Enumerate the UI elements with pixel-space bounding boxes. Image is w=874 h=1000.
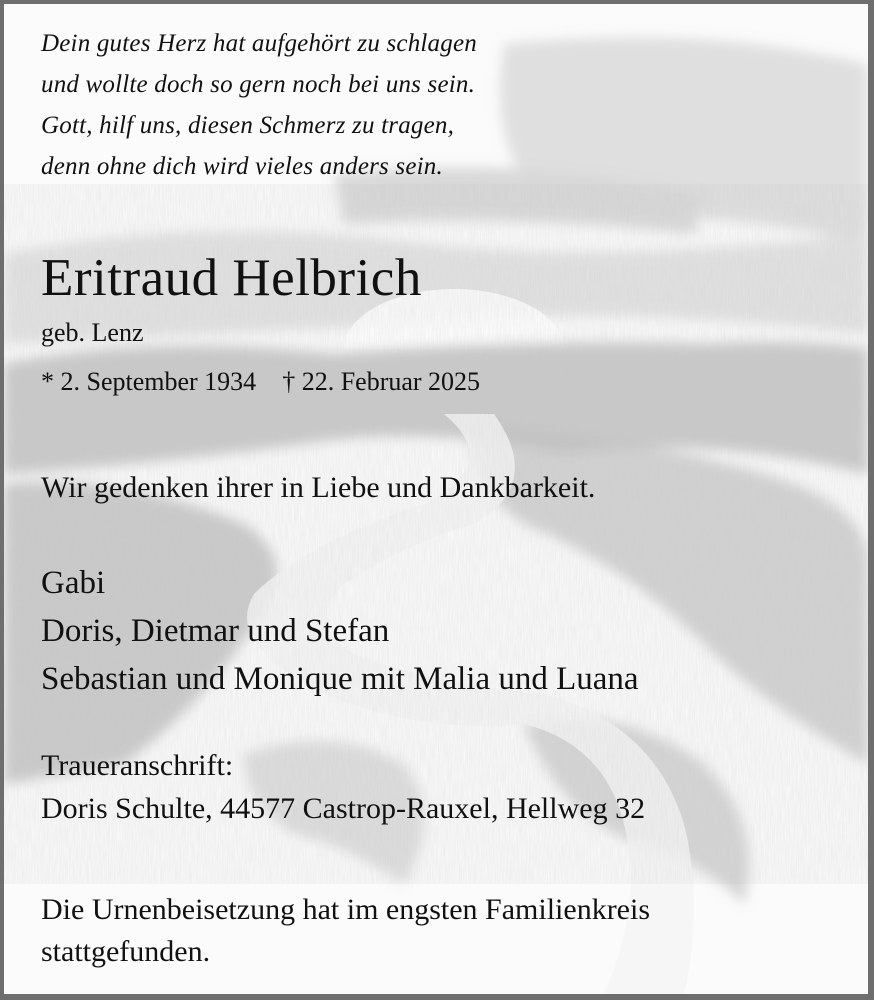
verse-line: und wollte doch so gern noch bei uns sein.: [41, 71, 476, 98]
address-value: Doris Schulte, 44577 Castrop-Rauxel, Hellweg 32: [41, 792, 646, 825]
mourner-line: Doris, Dietmar und Stefan: [41, 613, 390, 649]
remembrance-text: Wir gedenken ihrer in Liebe und Dankbarkeit.: [41, 471, 596, 504]
death-date: † 22. Februar 2025: [282, 367, 481, 396]
obituary-notice: [4, 4, 868, 994]
life-dates: [41, 367, 480, 397]
verse-line: denn ohne dich wird vieles anders sein.: [41, 153, 443, 180]
deceased-name: Eritraud Helbrich: [41, 249, 422, 307]
address-label: Traueranschrift:: [41, 749, 234, 782]
verse-line: Gott, hilf uns, diesen Schmerz zu tragen,: [41, 112, 455, 139]
closing-line: stattgefunden.: [41, 935, 211, 968]
mourner-line: Sebastian und Monique mit Malia und Luana: [41, 661, 639, 697]
notice-content: [4, 4, 868, 994]
closing-line: Die Urnenbeisetzung hat im engsten Familienkreis: [41, 893, 651, 926]
maiden-name: geb. Lenz: [41, 318, 144, 347]
verse-line: Dein gutes Herz hat aufgehört zu schlagen: [41, 30, 477, 57]
mourner-line: Gabi: [41, 565, 106, 601]
birth-date: * 2. September 1934: [41, 367, 257, 396]
